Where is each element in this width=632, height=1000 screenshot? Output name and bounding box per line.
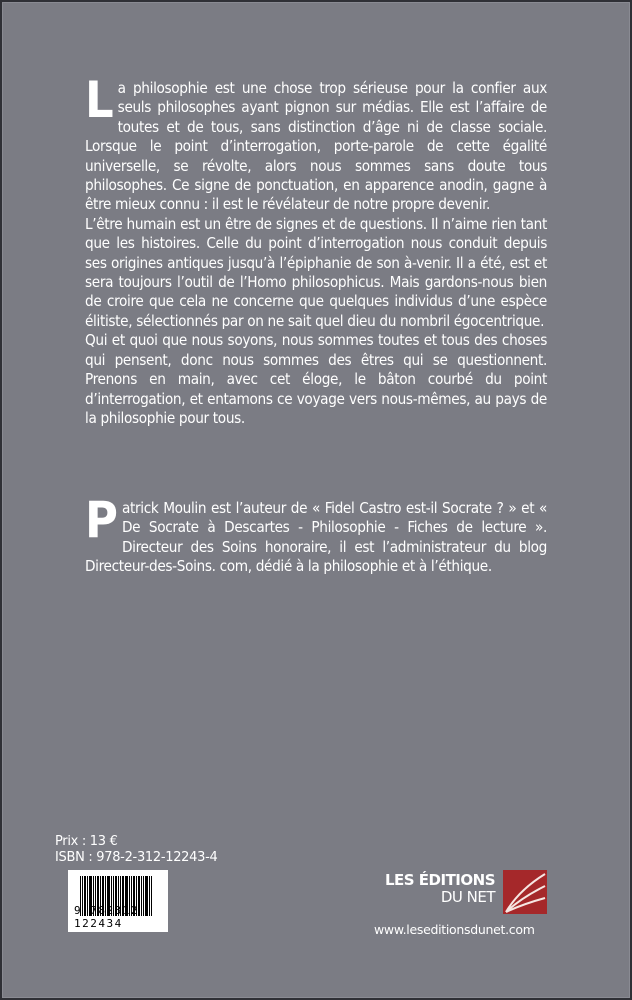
back-cover	[2, 2, 630, 998]
barcode	[68, 870, 168, 932]
price-isbn-block	[55, 834, 217, 866]
curved-lines-logo-icon	[503, 870, 547, 914]
author-bio-text: atrick Moulin est l’auteur de « Fidel Castro est-il Socrate ? » et « De Socrate à Descartes - Philosophie - Fiches de lecture ». Directeur des Soins honoraire, il est l’administrateur du blog Directeur-des-Soins. com, dédié à la philosophie et à l’éthique.	[85, 499, 547, 576]
blurb-paragraph-1: La philosophie est une chose trop sérieuse pour la confier aux seuls philosophes ayant pignon sur médias. Elle est l’affaire de toutes et de tous, sans distinction d’âge ni de classe sociale. Lorsque le point d’interrogation, porte-parole de cette égalité universelle, se révolte, alors nous sommes sans doute tous philosophes. Ce signe de ponctuation, en apparence anodin, gagne à être mieux connu : il est le révélateur de notre propre devenir.	[85, 71, 547, 214]
barcode-digits: 9 782312 122434	[74, 904, 139, 930]
book-blurb	[85, 71, 547, 428]
blurb-paragraph-3: Qui et quoi que nous soyons, nous sommes toutes et tous des choses qui pensent, donc nous sommes des êtres qui se questionnent. Prenons en main, avec cet éloge, le bâton courbé du point d’interrogation, et entamons ce voyage vers nous-mêmes, au pays de la philosophie pour tous.	[85, 331, 547, 427]
dropcap-p: P	[85, 491, 118, 549]
publisher-name: LES ÉDITIONS DU NET	[384, 871, 495, 906]
dropcap-l: L	[85, 71, 114, 129]
author-bio	[85, 491, 547, 577]
price: Prix : 13 €	[55, 834, 118, 849]
blurb-paragraph-2: L’être humain est un être de signes et de questions. Il n’aime rien tant que les histoires. Celle du point d’interrogation nous conduit depuis ses origines antiques jusqu’à l’épiphanie de son à-venir. Il a été, est et sera toujours l’outil de l’Homo philosophicus. Mais gardons-nous bien de croire que cela ne concerne que quelques individus d’une espèce élitiste, sélectionnés par on ne sait quel dieu du nombril égocentrique.	[85, 214, 547, 330]
publisher-url: www.leseditionsdunet.com	[374, 922, 535, 937]
isbn: ISBN : 978-2-312-12243-4	[55, 850, 218, 865]
